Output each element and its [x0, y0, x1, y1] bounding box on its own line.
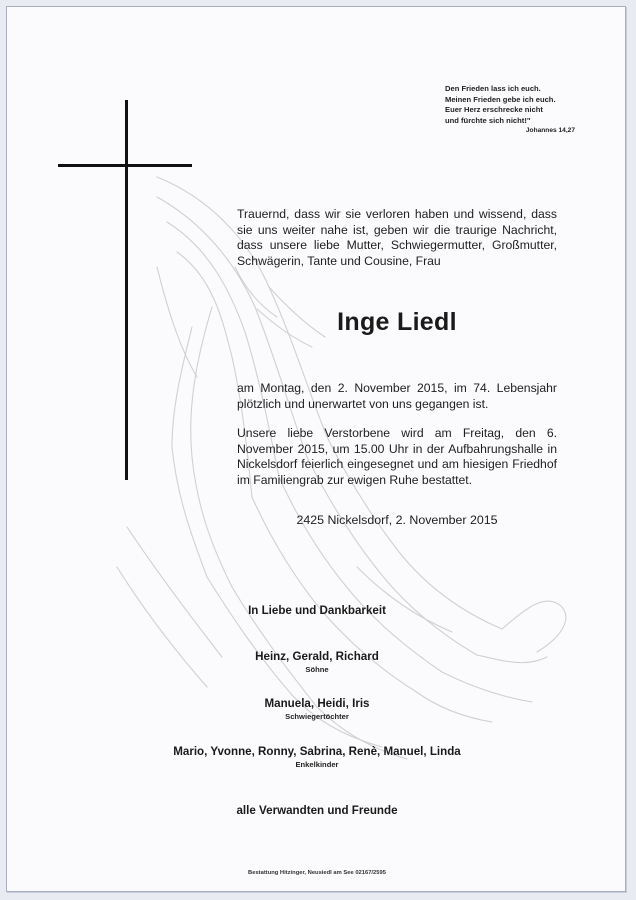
mourner-names: Heinz, Gerald, Richard: [255, 650, 379, 663]
mourner-names: Manuela, Heidi, Iris: [264, 697, 370, 710]
funeral-home-footer: Bestattung Hitzinger, Neusiedl am See 02167/2595: [248, 870, 386, 876]
quote-line: Den Frieden lass ich euch.: [445, 84, 541, 93]
deceased-name: Inge Liedl: [337, 308, 457, 336]
closing-line: In Liebe und Dankbarkeit: [248, 604, 386, 617]
mourner-names: Mario, Yvonne, Ronny, Sabrina, Renè, Manuel, Linda: [173, 745, 461, 758]
funeral-notice: Unsere liebe Verstorbene wird am Freitag, den 6. November 2015, um 15.00 Uhr in der Aufbahrungshalle in Nickelsdorf feierlich eingesegnet und am hiesigen Friedhof im Familiengrab zur ewigen Ruhe bestattet.: [237, 426, 557, 487]
mourner-relation: Schwiegertöchter: [285, 712, 349, 721]
bible-quote: [445, 84, 575, 137]
quote-line: Euer Herz erschrecke nicht: [445, 105, 543, 115]
quote-source: Johannes 14,27: [525, 127, 575, 135]
mourner-relation: Enkelkinder: [295, 760, 339, 769]
cross-vertical-beam: [125, 100, 128, 480]
place-and-date: 2425 Nickelsdorf, 2. November 2015: [296, 513, 498, 527]
obituary-card: [6, 6, 626, 892]
death-notice: am Montag, den 2. November 2015, im 74. Lebensjahr plötzlich und unerwartet von uns gegangen ist.: [237, 381, 557, 411]
quote-line: und fürchte sich nicht!": [445, 115, 531, 125]
cross-horizontal-beam: [58, 164, 192, 167]
mourner-relation: Söhne: [305, 665, 329, 674]
intro-paragraph: Trauernd, dass wir sie verloren haben und wissend, dass sie uns weiter nahe ist, geben wir die traurige Nachricht, dass unsere liebe Mutter, Schwiegermutter, Großmutter, Schwägerin, Tante und Cousine, Frau: [237, 207, 557, 268]
quote-line: Meinen Frieden gebe ich euch.: [445, 94, 556, 104]
relatives-and-friends: alle Verwandten und Freunde: [236, 804, 398, 817]
